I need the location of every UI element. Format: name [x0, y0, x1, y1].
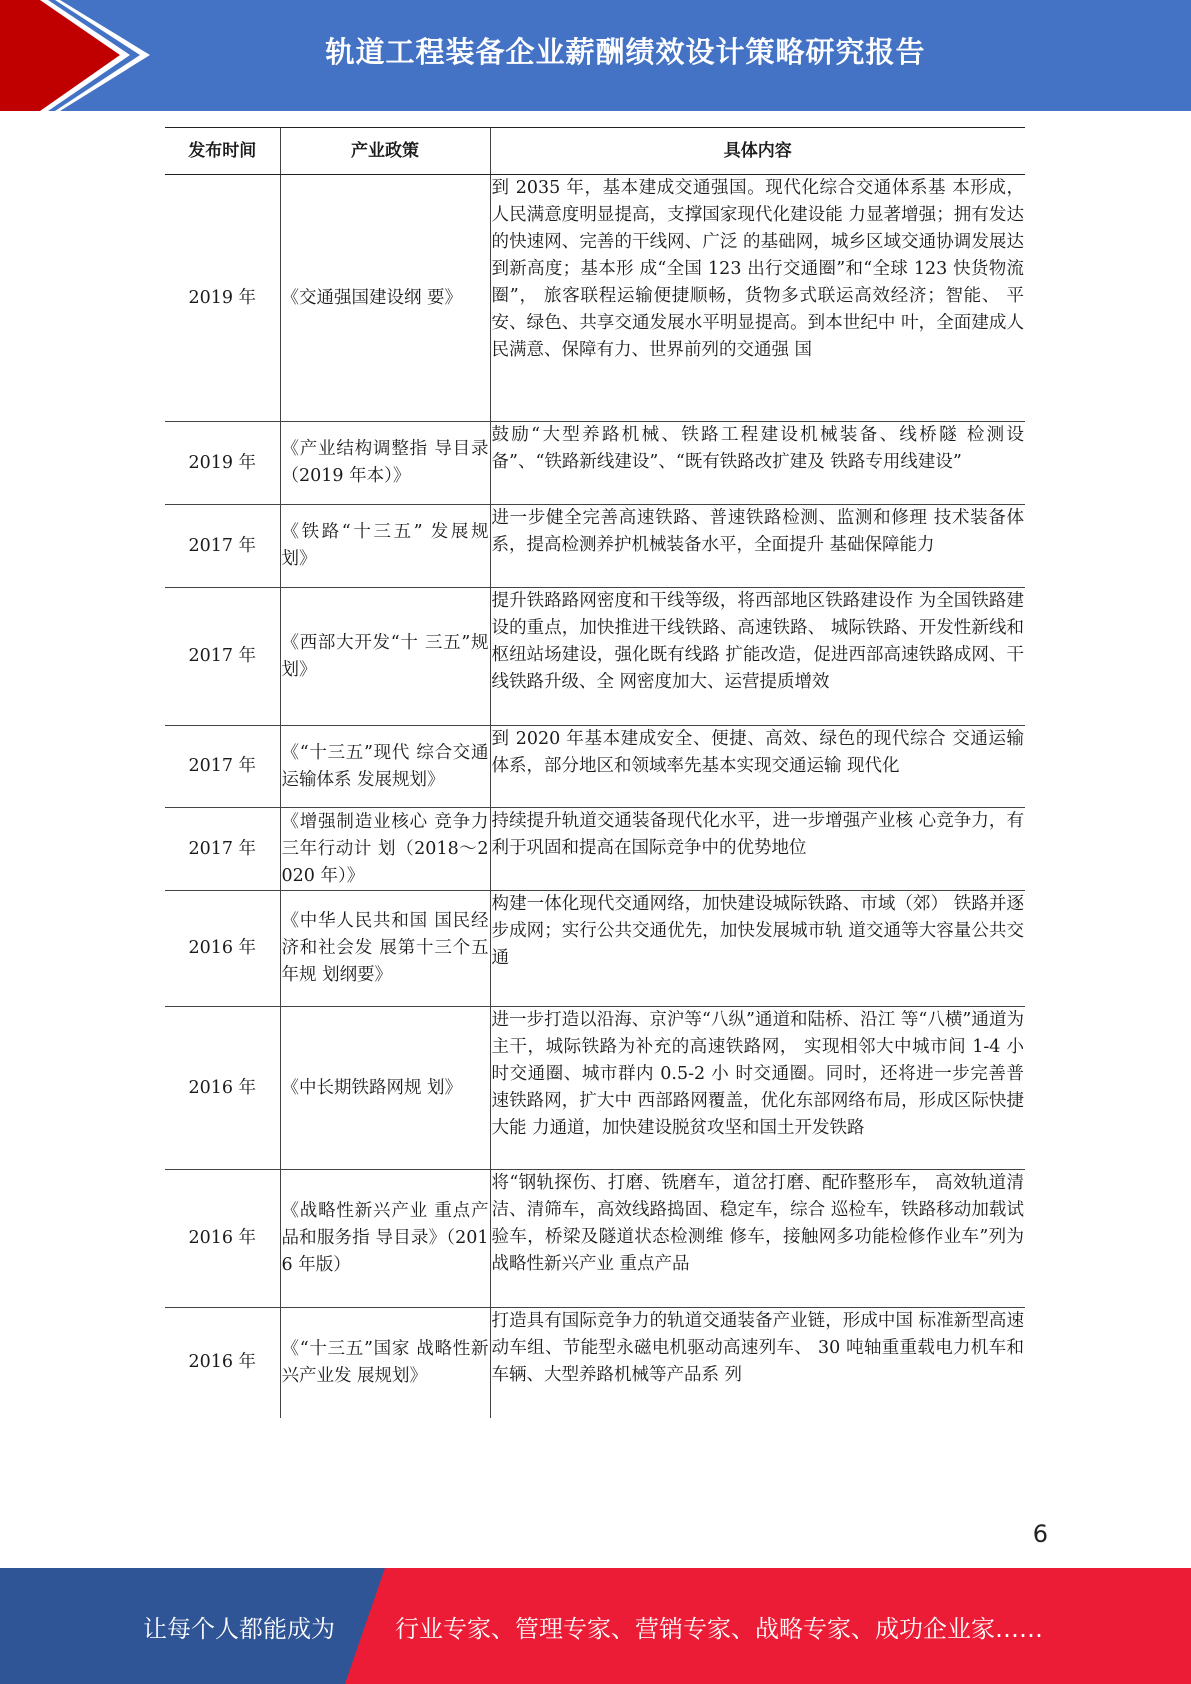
cell-year: 2016 年: [165, 1007, 280, 1170]
cell-policy: 《西部大开发“十 三五”规划》: [280, 588, 490, 726]
cell-year: 2017 年: [165, 726, 280, 808]
header-bar: [0, 0, 1191, 111]
cell-year: 2019 年: [165, 175, 280, 422]
table-row: [165, 505, 1025, 588]
cell-year: 2016 年: [165, 891, 280, 1007]
table-row: [165, 422, 1025, 505]
cell-content: 进一步健全完善高速铁路、普速铁路检测、监测和修理 技术装备体系，提高检测养护机械装备水平，全面提升 基础保障能力: [490, 505, 1025, 588]
cell-content: 将“钢轨探伤、打磨、铣磨车，道岔打磨、配砟整形车， 高效轨道清洁、清筛车，高效线路捣固、稳定车，综合 巡检车，铁路移动加载试验车，桥梁及隧道状态检测维 修车，接触网多功能检修作业车”列为战略性新兴产业 重点产品: [490, 1170, 1025, 1308]
page-number: 6: [1032, 1520, 1048, 1548]
cell-content: 鼓励“大型养路机械、铁路工程建设机械装备、线桥隧 检测设备”、“铁路新线建设”、“既有铁路改扩建及 铁路专用线建设”: [490, 422, 1025, 505]
header-chevron-decoration: [0, 0, 160, 111]
cell-year: 2016 年: [165, 1170, 280, 1308]
cell-policy: 《产业结构调整指 导目录（2019 年本）》: [280, 422, 490, 505]
table-row: [165, 726, 1025, 808]
cell-policy: 《增强制造业核心 竞争力三年行动计 划（2018～2020 年）》: [280, 808, 490, 891]
cell-year: 2016 年: [188, 1352, 257, 1373]
table-row: [165, 891, 1025, 1007]
cell-year: 2019 年: [165, 422, 280, 505]
cell-content: 提升铁路路网密度和干线等级，将西部地区铁路建设作 为全国铁路建设的重点，加快推进干线铁路、高速铁路、 城际铁路、开发性新线和枢纽站场建设，强化既有线路 扩能改造，促进西部高速铁路成网、干线铁路升级、全 网密度加大、运营提质增效: [490, 588, 1025, 726]
table-row: [165, 588, 1025, 726]
column-header-date: 发布时间: [165, 128, 280, 175]
cell-content: 持续提升轨道交通装备现代化水平，进一步增强产业核 心竞争力，有利于巩固和提高在国际竞争中的优势地位: [490, 808, 1025, 891]
cell-policy: 《“十三五”现代 综合交通运输体系 发展规划》: [280, 726, 490, 808]
report-title: 轨道工程装备企业薪酬绩效设计策略研究报告: [325, 35, 926, 69]
table-row: [165, 1007, 1025, 1170]
footer-slogan-left: 让每个人都能成为: [143, 1614, 335, 1643]
column-header-policy: 产业政策: [280, 128, 490, 175]
cell-policy: 《交通强国建设纲 要》: [280, 175, 490, 422]
cell-policy: 《战略性新兴产业 重点产品和服务指 导目录》（2016 年版）: [280, 1170, 490, 1308]
table-row: [165, 1170, 1025, 1308]
cell-content: 到 2035 年，基本建成交通强国。现代化综合交通体系基 本形成，人民满意度明显提高，支撑国家现代化建设能 力显著增强；拥有发达的快速网、完善的干线网、广泛 的基础网，城乡区域交通协调发展达到新高度；基本形 成“全国 123 出行交通圈”和“全球 123 快货物流圈”， 旅客联程运输便捷顺畅，货物多式联运高效经济；智能、 平安、绿色、共享交通发展水平明显提高。到本世纪中 叶，全面建成人民满意、保障有力、世界前列的交通强 国: [490, 175, 1025, 422]
cell-year: 2017 年: [165, 588, 280, 726]
column-header-content: 具体内容: [490, 128, 1025, 175]
table-row: [165, 175, 1025, 422]
cell-policy: 《中华人民共和国 国民经济和社会发 展第十三个五年规 划纲要》: [280, 891, 490, 1007]
cell-content: 构建一体化现代交通网络，加快建设城际铁路、市域（郊） 铁路并逐步成网；实行公共交通优先，加快发展城市轨 道交通等大容量公共交通: [490, 891, 1025, 1007]
cell-year: 2017 年: [165, 808, 280, 891]
cell-content: 进一步打造以沿海、京沪等“八纵”通道和陆桥、沿江 等“八横”通道为主干，城际铁路为补充的高速铁路网， 实现相邻大中城市间 1-4 小时交通圈、城市群内 0.5-2 小 时交通圈。同时，还将进一步完善普速铁路网，扩大中 西部路网覆盖，优化东部网络布局，形成区际快捷大能 力通道，加快建设脱贫攻坚和国土开发铁路: [490, 1007, 1025, 1170]
cell-content: 打造具有国际竞争力的轨道交通装备产业链，形成中国 标准新型高速动车组、节能型永磁电机驱动高速列车、 30 吨轴重重载电力机车和车辆、大型养路机械等产品系 列: [490, 1308, 1025, 1418]
table-header-row: [165, 128, 1025, 175]
cell-policy: 《中长期铁路网规 划》: [280, 1007, 490, 1170]
cell-content: 到 2020 年基本建成安全、便捷、高效、绿色的现代综合 交通运输体系，部分地区和领域率先基本实现交通运输 现代化: [490, 726, 1025, 808]
table-row: [165, 808, 1025, 891]
footer-slogan-right: 行业专家、管理专家、营销专家、战略专家、成功企业家……: [395, 1614, 1043, 1643]
cell-year: 2017 年: [165, 505, 280, 588]
cell-policy: 《“十三五”国家 战略性新兴产业发 展规划》: [280, 1308, 490, 1418]
policy-table: [165, 127, 1025, 1418]
cell-policy: 《铁路“十三五” 发展规划》: [280, 505, 490, 588]
table-row: [165, 1308, 1025, 1418]
footer-banner: [0, 1568, 1191, 1684]
